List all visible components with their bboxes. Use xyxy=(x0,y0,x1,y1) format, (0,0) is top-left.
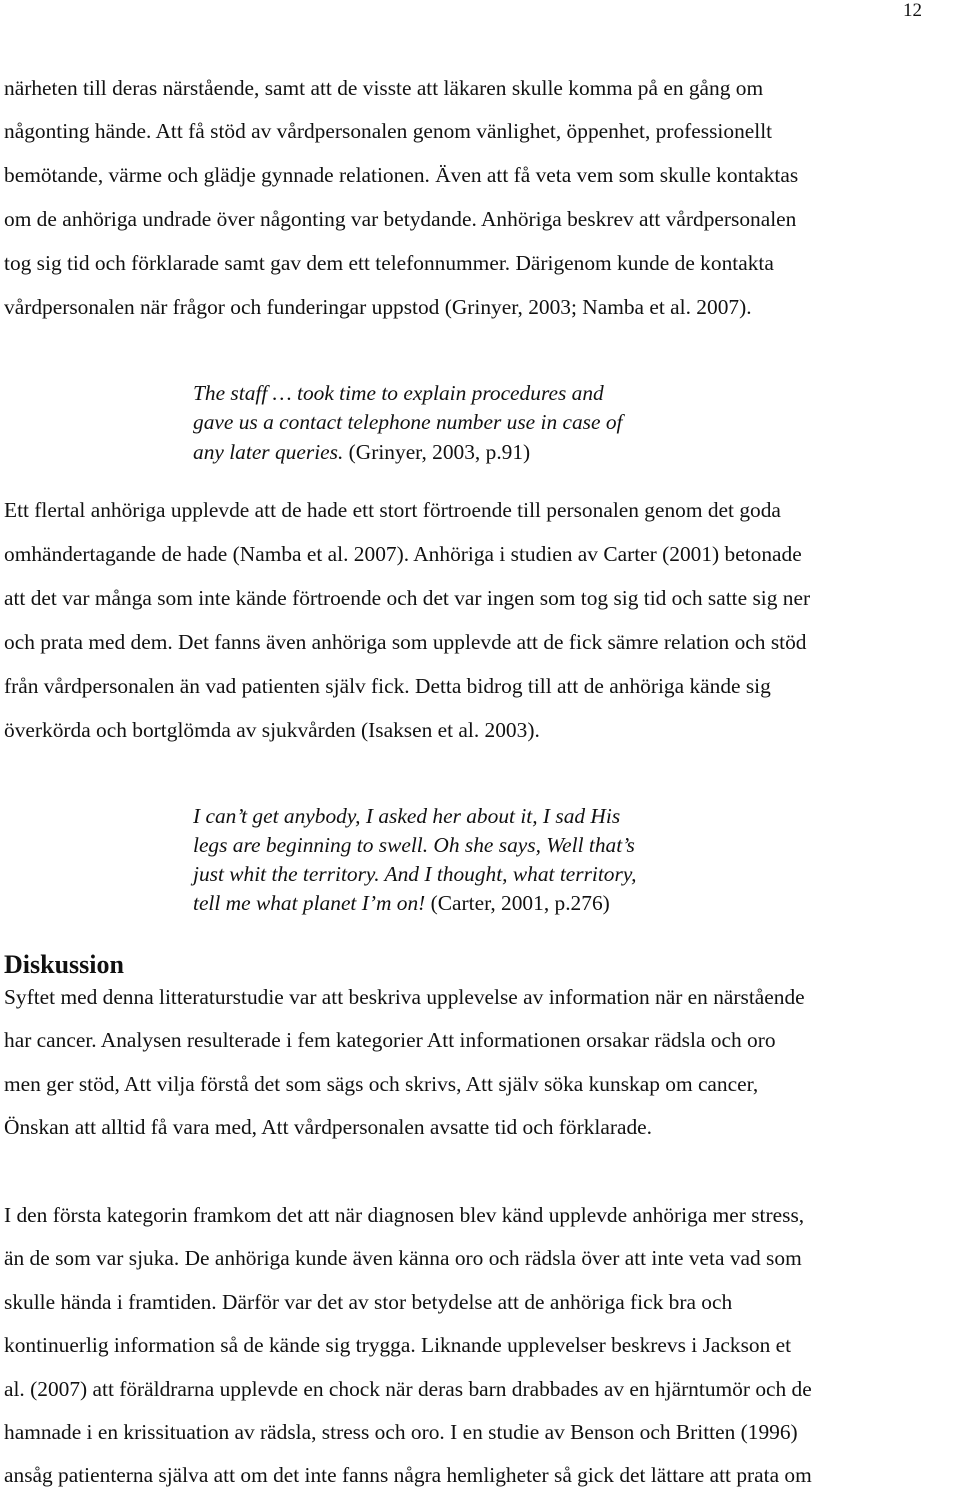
quote-line: any later queries. (Grinyer, 2003, p.91) xyxy=(193,440,531,464)
paragraph-line: I den första kategorin framkom det att när diagnosen blev känd upplevde anhöriga mer stress, xyxy=(4,1203,805,1227)
paragraph-line: ansåg patienterna själva att om det inte fanns några hemligheter så gick det lättare att prata om xyxy=(4,1463,812,1487)
paragraph-line: hamnade i en krissituation av rädsla, stress och oro. I en studie av Benson och Britten (1996) xyxy=(4,1420,798,1444)
paragraph-line: och prata med dem. Det fanns även anhöriga som upplevde att de fick sämre relation och stöd xyxy=(4,630,807,654)
paragraph-line: överkörda och bortglömda av sjukvården (Isaksen et al. 2003). xyxy=(4,718,540,742)
paragraph-line: tog sig tid och förklarade samt gav dem ett telefonnummer. Därigenom kunde de kontakta xyxy=(4,251,774,275)
paragraph-line: om de anhöriga undrade över någonting var betydande. Anhöriga beskrev att vårdpersonalen xyxy=(4,207,797,231)
quote-line: The staff … took time to explain procedures and xyxy=(193,381,604,405)
paragraph-line: omhändertagande de hade (Namba et al. 2007). Anhöriga i studien av Carter (2001) betonade xyxy=(4,542,802,566)
quote-citation: (Carter, 2001, p.276) xyxy=(425,891,610,915)
paragraph-line: från vårdpersonalen än vad patienten själv fick. Detta bidrog till att de anhöriga kände sig xyxy=(4,674,771,698)
paragraph-line: al. (2007) att föräldrarna upplevde en chock när deras barn drabbades av en hjärntumör och de xyxy=(4,1377,812,1401)
paragraph-line: men ger stöd, Att vilja förstå det som sägs och skrivs, Att själv söka kunskap om cancer, xyxy=(4,1072,759,1096)
paragraph-line: skulle hända i framtiden. Därför var det av stor betydelse att de anhöriga fick bra och xyxy=(4,1290,733,1314)
page-number: 12 xyxy=(903,0,922,21)
quote-line: legs are beginning to swell. Oh she says, Well that’s xyxy=(193,833,635,857)
paragraph-line: närheten till deras närstående, samt att de visste att läkaren skulle komma på en gång om xyxy=(4,76,764,100)
section-heading: Diskussion xyxy=(4,950,124,979)
paragraph-line: vårdpersonalen när frågor och funderingar uppstod (Grinyer, 2003; Namba et al. 2007). xyxy=(4,295,752,319)
paragraph-line: Önskan att alltid få vara med, Att vårdpersonalen avsatte tid och förklarade. xyxy=(4,1115,653,1139)
quote-citation: (Grinyer, 2003, p.91) xyxy=(343,440,531,464)
paragraph-line: Ett flertal anhöriga upplevde att de hade ett stort förtroende till personalen genom det goda xyxy=(4,498,781,522)
paragraph-line: bemötande, värme och glädje gynnade relationen. Även att få veta vem som skulle kontaktas xyxy=(4,163,799,187)
paragraph-line: Syftet med denna litteraturstudie var att beskriva upplevelse av information när en närstående xyxy=(4,985,805,1009)
paragraph-line: någonting hände. Att få stöd av vårdpersonalen genom vänlighet, öppenhet, professionellt xyxy=(4,119,773,143)
quote-line: just whit the territory. And I thought, what territory, xyxy=(193,862,637,886)
paragraph-line: än de som var sjuka. De anhöriga kunde även känna oro och rädsla över att inte veta vad som xyxy=(4,1246,802,1270)
quote-line: I can’t get anybody, I asked her about it, I sad His xyxy=(193,804,621,828)
paragraph-line: har cancer. Analysen resulterade i fem kategorier Att informationen orsakar rädsla och oro xyxy=(4,1028,776,1052)
quote-line: tell me what planet I’m on! (Carter, 2001, p.276) xyxy=(193,891,610,915)
paragraph-line: kontinuerlig information så de kände sig trygga. Liknande upplevelser beskrevs i Jackson et xyxy=(4,1333,792,1357)
quote-line: gave us a contact telephone number use in case of xyxy=(193,410,623,434)
paragraph-line: att det var många som inte kände förtroende och det var ingen som tog sig tid och satte sig ner xyxy=(4,586,811,610)
